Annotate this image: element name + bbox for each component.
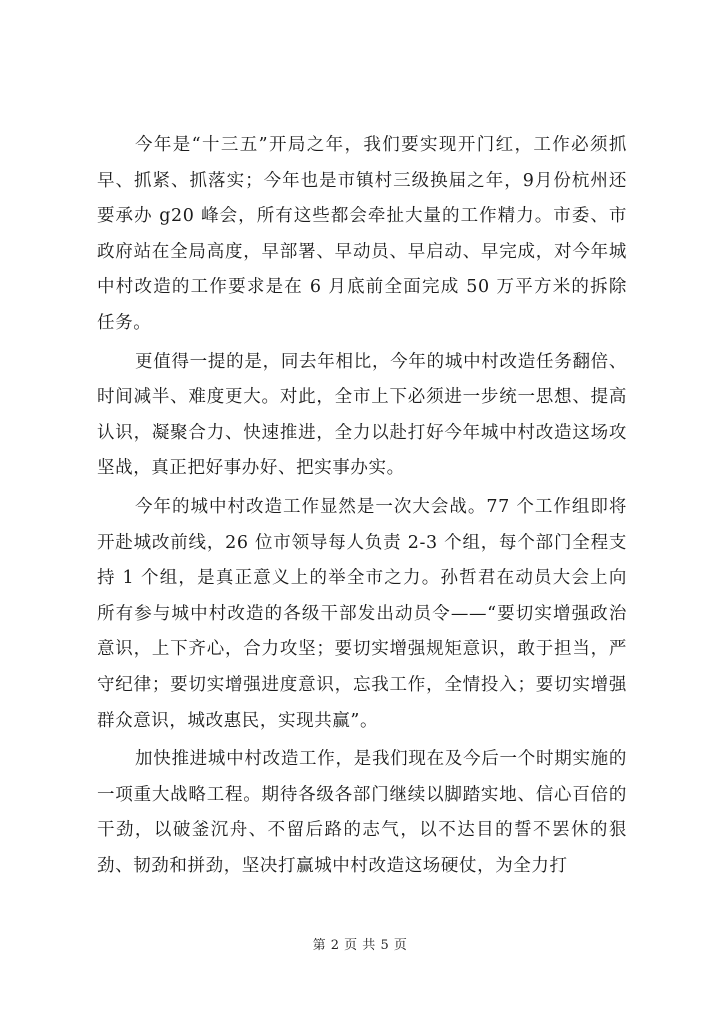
paragraph-2: 更值得一提的是，同去年相比，今年的城中村改造任务翻倍、时间减半、难度更大。对此，全市上下必须进一步统一思想、提高认识，凝聚合力、快速推进，全力以赴打好今年城中村改造这场攻坚战，真正把好事办好、把实事办实。 (97, 351, 627, 479)
document-body (97, 128, 627, 887)
page-footer: 第 2 页 共 5 页 (312, 938, 408, 953)
paragraph-4: 加快推进城中村改造工作，是我们现在及今后一个时期实施的一项重大战略工程。期待各级各部门继续以脚踏实地、信心百倍的干劲，以破釜沉舟、不留后路的志气，以不达目的誓不罢休的狠劲、韧劲和拼劲，坚决打赢城中村改造这场硬仗，为全力打 (97, 749, 627, 876)
paragraph-3: 今年的城中村改造工作显然是一次大会战。77 个工作组即将开赴城改前线，26 位市领导每人负责 2-3 个组，每个部门全程支持 1 个组，是真正意义上的举全市之力。孙哲君在动员大会上向所有参与城中村改造的各级干部发出动员令——“要切实增强政治意识，上下齐心，合力攻坚；要切实增强规矩意识，敢于担当，严守纪律；要切实增强进度意识，忘我工作，全情投入；要切实增强群众意识，城改惠民，实现共赢”。 (97, 496, 627, 731)
paragraph-1: 今年是“十三五”开局之年，我们要实现开门红，工作必须抓早、抓紧、抓落实；今年也是市镇村三级换届之年，9月份杭州还要承办 g20 峰会，所有这些都会牵扯大量的工作精力。市委、市政府站在全局高度，早部署、早动员、早启动、早完成，对今年城中村改造的工作要求是在 6 月底前全面完成 50 万平方米的拆除任务。 (97, 135, 627, 333)
